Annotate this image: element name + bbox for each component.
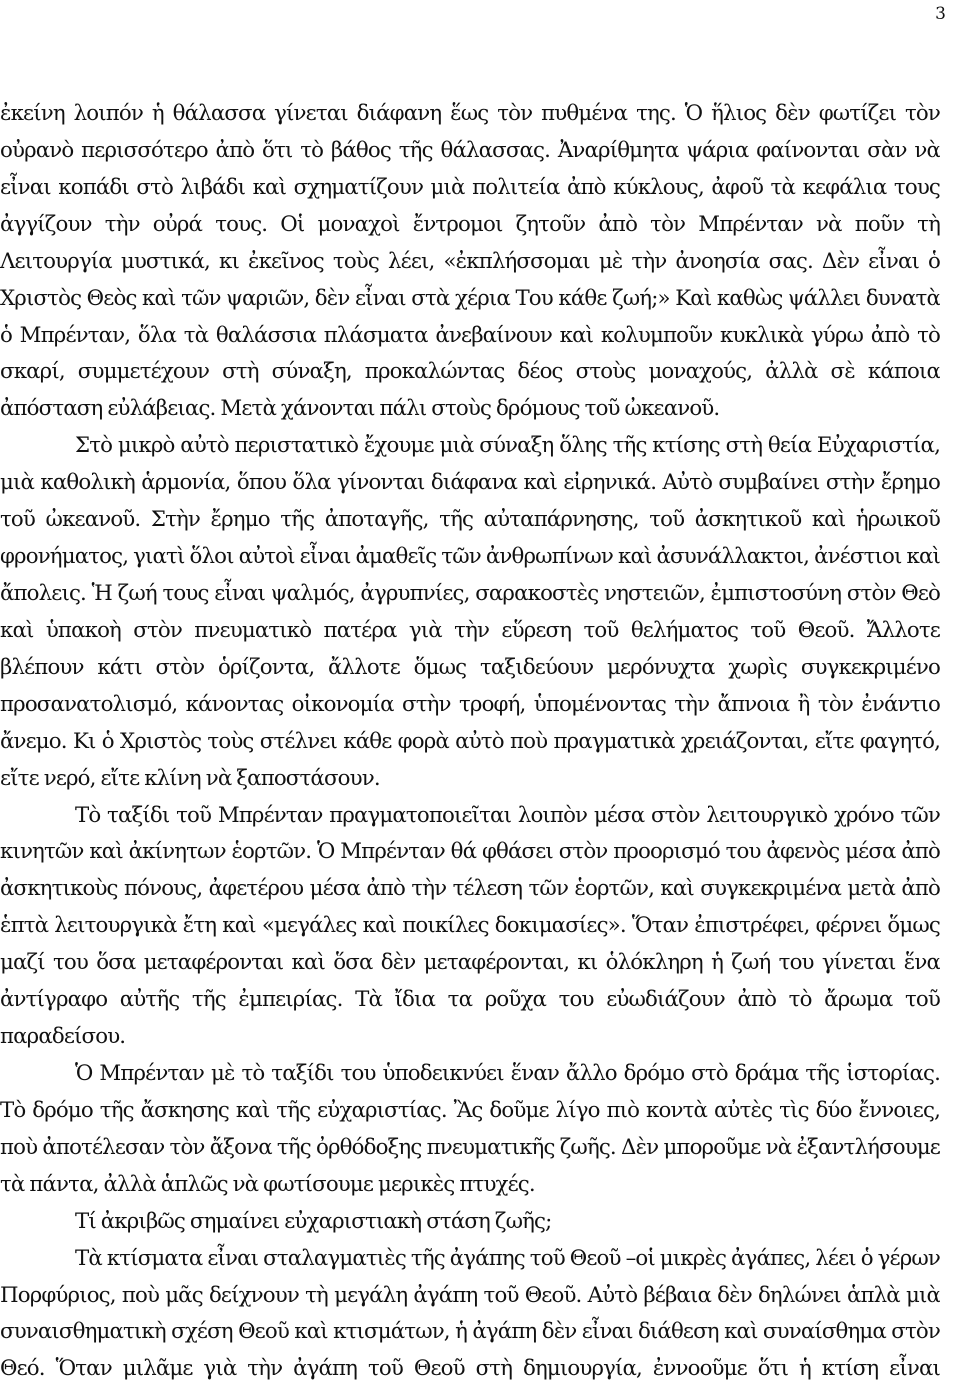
text-line: βλέπουν κάτι στὸν ὁρίζοντα, ἄλλοτε ὅμως ταξιδεύουν μερόνυχτα χωρὶς συγκεκριμένο (0, 654, 940, 680)
text-line: Ὁ Μπρένταν μὲ τὸ ταξίδι του ὑποδεικνύει ἕναν ἄλλο δρόμο στὸ δράμα τῆς ἱστορίας. (75, 1060, 940, 1086)
text-line: ποὺ ἀποτέλεσαν τὸν ἄξονα τῆς ὀρθόδοξης πνευματικῆς ζωῆς. Δὲν μποροῦμε νὰ ἐξαντλήσουμε (0, 1134, 940, 1160)
text-line: ὁ Μπρένταν, ὅλα τὰ θαλάσσια πλάσματα ἀνεβαίνουν καὶ κολυμποῦν κυκλικὰ γύρω ἀπὸ τὸ (0, 322, 940, 348)
text-line: Τὰ κτίσματα εἶναι σταλαγματιὲς τῆς ἀγάπης τοῦ Θεοῦ –οἱ μικρὲς ἀγάπες, λέει ὁ γέρων (75, 1245, 940, 1271)
text-line: ἀντίγραφο αὐτῆς τῆς ἐμπειρίας. Τὰ ἴδια τα ροῦχα του εὐωδιάζουν ἀπὸ τὸ ἄρωμα τοῦ (0, 987, 940, 1013)
text-line: παραδείσου. (0, 1024, 126, 1050)
text-line: ἀσκητικοὺς πόνους, ἀφετέρου μέσα ἀπὸ τὴν τέλεση τῶν ἑορτῶν, καὶ συγκεκριμένα μετὰ ἀπὸ (0, 876, 940, 902)
text-line: ἑπτὰ λειτουργικὰ ἔτη καὶ «μεγάλες καὶ ποικίλες δοκιμασίες». Ὅταν ἐπιστρέφει, φέρνει ὅμως (0, 913, 940, 939)
text-line: εἴτε νερό, εἴτε κλίνη νὰ ξαποστάσουν. (0, 765, 380, 791)
text-line: οὐρανὸ περισσότερο ἀπὸ ὅτι τὸ βάθος τῆς θάλασσας. Ἀναρίθμητα ψάρια φαίνονται σὰν νὰ (0, 137, 940, 163)
text-line: προσανατολισμό, κάνοντας οἰκονομία στὴν τροφή, ὑπομένοντας τὴν ἄπνοια ἢ τὸν ἐνάντιο (0, 691, 940, 717)
text-line: Τὸ δρόμο τῆς ἄσκησης καὶ τῆς εὐχαριστίας. Ἂς δοῦμε λίγο πιὸ κοντὰ αὐτὲς τὶς δύο ἔννοιες, (0, 1097, 940, 1123)
text-line: συναισθηματικὴ σχέση Θεοῦ καὶ κτισμάτων, ἡ ἀγάπη δὲν εἶναι διάθεση καὶ συναίσθημα στὸν (0, 1319, 940, 1345)
text-line: κινητῶν καὶ ἀκίνητων ἑορτῶν. Ὁ Μπρένταν θά φθάσει στὸν προορισμό του ἀφενὸς μέσα ἀπὸ (0, 839, 940, 865)
text-line: ἀπόσταση εὐλάβειας. Μετὰ χάνονται πάλι στοὺς δρόμους τοῦ ὠκεανοῦ. (0, 396, 720, 422)
text-line: Θεό. Ὅταν μιλᾶμε γιὰ τὴν ἀγάπη τοῦ Θεοῦ στὴ δημιουργία, ἐννοοῦμε ὅτι ἡ κτίση εἶναι (0, 1356, 940, 1382)
text-line: ἄπολεις. Ἡ ζωή τους εἶναι ψαλμός, ἀγρυπνίες, σαρακοστὲς νηστειῶν, ἐμπιστοσύνη στὸν Θεὸ (0, 580, 940, 606)
text-line: εἶναι κοπάδι στὸ λιβάδι καὶ σχηματίζουν μιὰ πολιτεία ἀπὸ κύκλους, ἀφοῦ τὰ κεφάλια τους (0, 174, 940, 200)
text-line: Χριστὸς Θεὸς καὶ τῶν ψαριῶν, δὲν εἶναι στὰ χέρια Του κάθε ζωή;» Καὶ καθὼς ψάλλει δυνατὰ (0, 285, 940, 311)
text-line: καὶ ὑπακοὴ στὸν πνευματικὸ πατέρα γιὰ τὴν εὕρεση τοῦ θελήματος τοῦ Θεοῦ. Ἄλλοτε (0, 617, 940, 643)
text-line: μιὰ καθολικὴ ἁρμονία, ὅπου ὅλα γίνονται διάφανα καὶ εἰρηνικά. Αὐτὸ συμβαίνει στὴν ἔρημο (0, 470, 940, 496)
text-line: σκαρί, συμμετέχουν στὴ σύναξη, προκαλώντας δέος στοὺς μοναχούς, ἀλλὰ σὲ κάποια (0, 359, 940, 385)
text-line: φρονήματος, γιατὶ ὅλοι αὐτοὶ εἶναι ἀμαθεῖς τῶν ἀνθρωπίνων καὶ ἀσυνάλλακτοι, ἀνέστιοι καὶ (0, 544, 940, 570)
text-line: Πορφύριος, ποὺ μᾶς δείχνουν τὴ μεγάλη ἀγάπη τοῦ Θεοῦ. Αὐτὸ βέβαια δὲν δηλώνει ἁπλὰ μιὰ (0, 1282, 940, 1308)
text-line: τὰ πάντα, ἀλλὰ ἁπλῶς νὰ φωτίσουμε μερικὲς πτυχές. (0, 1171, 535, 1197)
text-line: μαζί του ὅσα μεταφέρονται καὶ ὅσα δὲν μεταφέρονται, κι ὁλόκληρη ἡ ζωή του γίνεται ἕνα (0, 950, 940, 976)
text-line: Τί ἀκριβῶς σημαίνει εὐχαριστιακὴ στάση ζωῆς; (75, 1208, 552, 1234)
page-number: 3 (935, 4, 946, 24)
text-line: ἀγγίζουν τὴν οὐρά τους. Οἱ μοναχοὶ ἔντρομοι ζητοῦν ἀπὸ τὸν Μπρένταν νὰ ποῦν τὴ (0, 211, 940, 237)
text-line: ἄνεμο. Κι ὁ Χριστὸς τοὺς στέλνει κάθε φορὰ αὐτὸ ποὺ πραγματικὰ χρειάζονται, εἴτε φαγητό, (0, 728, 940, 754)
text-line: τοῦ ὠκεανοῦ. Στὴν ἔρημο τῆς ἀποταγῆς, τῆς αὐταπάρνησης, τοῦ ἀσκητικοῦ καὶ ἡρωικοῦ (0, 507, 940, 533)
body-text (0, 96, 940, 1388)
text-line: Λειτουργία μυστικά, κι ἐκεῖνος τοὺς λέει, «ἐκπλήσσομαι μὲ τὴν ἀνοησία σας. Δὲν εἶναι ὁ (0, 248, 940, 274)
text-line: ἐκείνη λοιπόν ἡ θάλασσα γίνεται διάφανη ἕως τὸν πυθμένα της. Ὁ ἥλιος δὲν φωτίζει τὸν (0, 101, 940, 126)
text-line: Στὸ μικρὸ αὐτὸ περιστατικὸ ἔχουμε μιὰ σύναξη ὅλης τῆς κτίσης στὴ θεία Εὐχαριστία, (75, 433, 940, 459)
text-line: Τὸ ταξίδι τοῦ Μπρένταν πραγματοποιεῖται λοιπὸν μέσα στὸν λειτουργικὸ χρόνο τῶν (75, 802, 940, 828)
